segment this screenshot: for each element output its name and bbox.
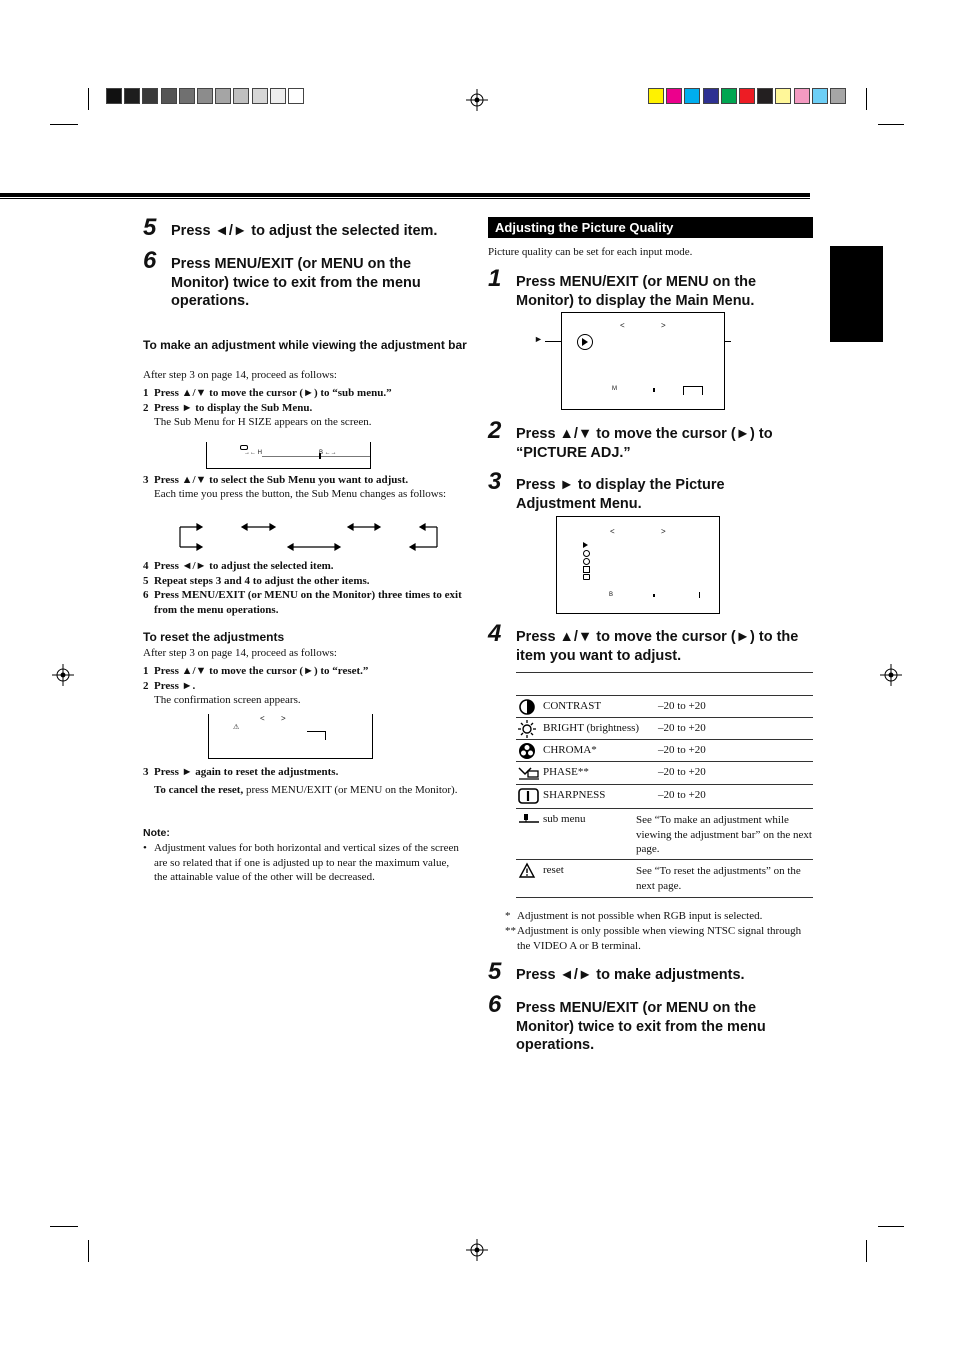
color-swatch: [124, 88, 140, 104]
registration-target-icon: [466, 1239, 488, 1261]
table-row: [516, 808, 813, 860]
list-item: Press ▲/▼ to move the cursor (►) to “reset.”: [154, 665, 369, 677]
cursor-icon: ►: [534, 334, 543, 344]
list-number: 2: [143, 680, 149, 692]
sharpness-icon: [518, 787, 540, 805]
color-swatch: [161, 88, 177, 104]
screen-dot: [653, 594, 655, 597]
crop-mark: [50, 1226, 78, 1227]
item-name: reset: [543, 864, 564, 876]
color-swatch: [142, 88, 158, 104]
item-name: PHASE**: [543, 766, 589, 778]
screen-gt: >: [661, 321, 666, 330]
submenu-cycle-diagram: [175, 520, 445, 552]
color-swatch: [106, 88, 122, 104]
submenu-right-label: B ←→: [319, 450, 337, 456]
crop-mark: [878, 1226, 904, 1227]
item-name: BRIGHT (brightness): [543, 722, 640, 734]
list-number: 3: [143, 766, 149, 778]
screen-lt: <: [610, 527, 615, 536]
step-text: Press ▲/▼ to move the cursor (►) to the item you want to adjust.: [516, 629, 799, 664]
list-number: 1: [143, 387, 149, 399]
note-heading: Note:: [143, 827, 170, 839]
item-name: sub menu: [543, 813, 586, 825]
color-swatch: [739, 88, 755, 104]
item-description: See “To reset the adjustments” on the next page.: [636, 865, 801, 892]
reset-confirm-screen: [208, 714, 373, 759]
item-description: See “To make an adjustment while viewing the adjustment bar” on the next page.: [636, 814, 812, 855]
list-item: Press ►.: [154, 680, 196, 692]
sharpness-icon: [583, 574, 590, 580]
submenu-icon: [518, 811, 540, 829]
registration-target-icon: [466, 89, 488, 111]
list-note: The Sub Menu for H SIZE appears on the screen.: [154, 416, 372, 428]
color-swatch: [684, 88, 700, 104]
footnote-mark: *: [505, 910, 511, 922]
cancel-note: [154, 783, 464, 798]
screen-b-icon: B: [609, 592, 614, 598]
list-note: Each time you press the button, the Sub Menu changes as follows:: [154, 488, 447, 500]
step-number: 3: [488, 468, 502, 495]
color-swatch: [830, 88, 846, 104]
table-row: [516, 695, 813, 718]
color-swatch: [197, 88, 213, 104]
list-item: Press ◄/► to adjust the selected item.: [154, 560, 334, 572]
color-swatch: [666, 88, 682, 104]
list-number: 5: [143, 575, 149, 587]
list-number: 3: [143, 474, 149, 486]
chroma-icon: [518, 742, 536, 760]
registration-target-icon: [52, 664, 74, 686]
list-item: Repeat steps 3 and 4 to adjust the other items.: [154, 575, 370, 587]
item-name: SHARPNESS: [543, 789, 606, 801]
submenu-screen: [206, 442, 371, 469]
submenu-left-label: →← H: [244, 450, 262, 456]
color-swatch: [233, 88, 249, 104]
list-item: Press ► again to reset the adjustments.: [154, 766, 339, 778]
paragraph: After step 3 on page 14, proceed as follows:: [143, 647, 337, 659]
item-range: –20 to +20: [658, 744, 706, 756]
color-swatch: [703, 88, 719, 104]
table-row: [516, 784, 813, 809]
language-tab: [830, 246, 883, 342]
color-swatch: [270, 88, 286, 104]
step-number: 4: [488, 620, 502, 647]
list-item: Press ► to display the Sub Menu.: [154, 402, 313, 414]
list-number: 4: [143, 560, 149, 572]
section-title: Adjusting the Picture Quality: [488, 217, 813, 238]
color-swatch: [648, 88, 664, 104]
color-swatch: [215, 88, 231, 104]
color-swatch: [775, 88, 791, 104]
contrast-icon: [518, 698, 536, 716]
step-number: 1: [488, 265, 502, 292]
header-rule-thin: [0, 198, 810, 199]
step-text: Press MENU/EXIT (or MENU on the Monitor) to display the Main Menu.: [516, 274, 757, 309]
confirm-box: [307, 731, 326, 740]
step-number: 5: [488, 958, 502, 985]
cursor-icon: [583, 542, 588, 548]
paragraph: After step 3 on page 14, proceed as follows:: [143, 369, 337, 381]
screen-mark: [699, 592, 700, 598]
step-text: Press MENU/EXIT (or MENU on the Monitor) twice to exit from the menu operations.: [171, 256, 421, 309]
list-number: 6: [143, 589, 149, 601]
main-menu-screen: [561, 312, 725, 410]
contrast-icon: [583, 550, 590, 557]
table-row: [516, 739, 813, 762]
step-text: Press ◄/► to make adjustments.: [516, 967, 745, 983]
table-row: [516, 761, 813, 784]
screen-dot: [653, 388, 655, 392]
color-swatch: [721, 88, 737, 104]
adjustment-bar: [262, 456, 370, 457]
item-range: –20 to +20: [658, 722, 706, 734]
reset-icon: ⚠: [233, 724, 240, 731]
list-item: Press ▲/▼ to move the cursor (►) to “sub menu.”: [154, 387, 392, 399]
subsection-heading: To make an adjustment while viewing the adjustment bar: [143, 338, 467, 352]
step-text: Press ▲/▼ to move the cursor (►) to “PICTURE ADJ.”: [516, 426, 773, 461]
step-number: 6: [143, 247, 157, 274]
table-row: [516, 859, 813, 898]
note-bullet: •: [143, 842, 147, 854]
crop-mark: [866, 1240, 867, 1262]
crop-mark: [88, 1240, 89, 1262]
footnote: Adjustment is only possible when viewing NTSC signal through the VIDEO A or B terminal.: [517, 925, 802, 952]
screen-lt: <: [260, 714, 265, 723]
screen-m-icon: M: [612, 386, 617, 392]
step-text: Press MENU/EXIT (or MENU on the Monitor) twice to exit from the menu operations.: [516, 1000, 766, 1053]
table-top-rule: [516, 672, 813, 673]
screen-lt: <: [620, 321, 625, 330]
color-swatch: [794, 88, 810, 104]
screen-gt: >: [661, 527, 666, 536]
color-swatch: [288, 88, 304, 104]
table-row: [516, 717, 813, 740]
step-number: 5: [143, 214, 157, 241]
cancel-bold: To cancel the reset,: [154, 784, 244, 796]
step-number: 2: [488, 417, 502, 444]
color-swatch: [179, 88, 195, 104]
color-swatch: [757, 88, 773, 104]
brightness-icon: [583, 558, 590, 565]
item-range: –20 to +20: [658, 766, 706, 778]
note-text: Adjustment values for both horizontal and vertical sizes of the screen are so related that if one is adjusted up to near the maximum value, the attainable value of the other will be decreased.: [154, 842, 459, 884]
item-icons-column: [583, 542, 589, 582]
brightness-icon: [518, 720, 536, 738]
screen-box: [683, 386, 703, 395]
crop-mark: [866, 88, 867, 110]
selected-item-circle: [577, 334, 593, 350]
step-number: 6: [488, 991, 502, 1018]
item-name: CONTRAST: [543, 700, 602, 712]
item-range: –20 to +20: [658, 789, 706, 801]
list-note: The confirmation screen appears.: [154, 694, 301, 706]
step-text: Press ◄/► to adjust the selected item.: [171, 223, 438, 239]
crop-mark: [50, 124, 78, 125]
list-item: Press ▲/▼ to select the Sub Menu you want to adjust.: [154, 474, 409, 486]
list-number: 1: [143, 665, 149, 677]
step-text: Press ► to display the Picture Adjustment Menu.: [516, 477, 725, 512]
crop-mark: [878, 124, 904, 125]
item-name: CHROMA*: [543, 744, 597, 756]
cancel-rest: press MENU/EXIT (or MENU on the Monitor).: [243, 784, 458, 796]
footnote-mark: **: [505, 925, 516, 937]
phase-icon: [518, 764, 540, 782]
header-rule: [0, 193, 810, 197]
color-swatch: [812, 88, 828, 104]
list-number: 2: [143, 402, 149, 414]
footnote: Adjustment is not possible when RGB input is selected.: [517, 910, 763, 922]
list-item: Press MENU/EXIT (or MENU on the Monitor) three times to exit from the menu operations.: [154, 589, 462, 616]
item-range: –20 to +20: [658, 700, 706, 712]
screen-gt: >: [281, 714, 286, 723]
color-swatch: [252, 88, 268, 104]
reset-icon: [518, 862, 536, 880]
crop-mark: [88, 88, 89, 110]
picture-adjustment-screen: [556, 516, 720, 614]
paragraph: Picture quality can be set for each input mode.: [488, 246, 693, 258]
subsection-heading: To reset the adjustments: [143, 630, 285, 644]
registration-target-icon: [880, 664, 902, 686]
chroma-icon: [583, 566, 590, 573]
